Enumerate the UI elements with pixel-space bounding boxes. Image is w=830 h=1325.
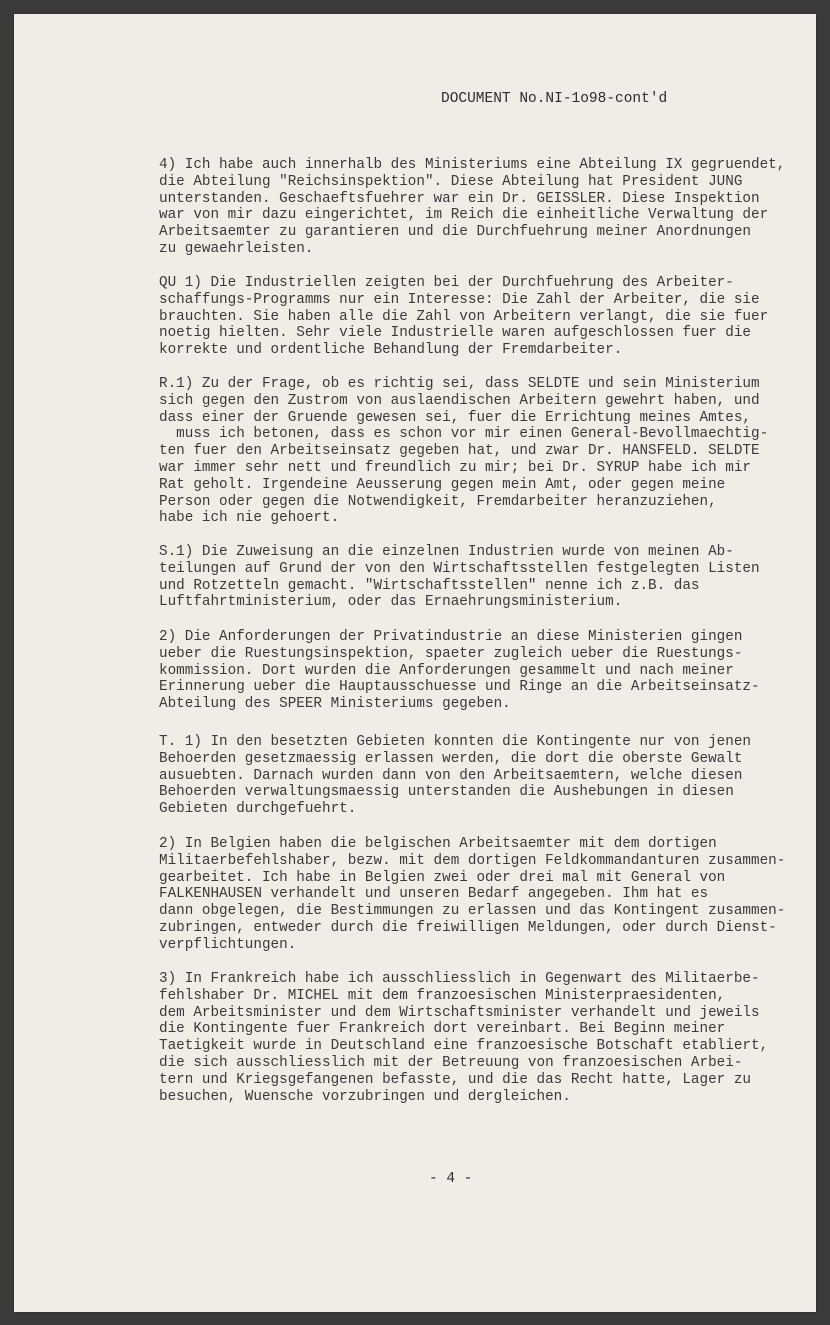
- text-line: S.1) Die Zuweisung an die einzelnen Industrien wurde von meinen Ab-: [159, 544, 734, 560]
- text-line: Luftfahrtministerium, oder das Ernaehrungsministerium.: [159, 594, 623, 611]
- text-line: fehlshaber Dr. MICHEL mit dem franzoesischen Ministerpraesidenten,: [159, 987, 726, 1004]
- paragraph-4: [159, 157, 786, 258]
- text-line: Militaerbefehlshaber, bezw. mit dem dortigen Feldkommandanturen zusammen-: [159, 852, 786, 869]
- text-line: noetig hielten. Sehr viele Industrielle waren aufgeschlossen fuer die: [159, 325, 751, 342]
- text-line: 2) Die Anforderungen der Privatindustrie an diese Ministerien gingen: [159, 629, 743, 645]
- text-line: sich gegen den Zustrom von auslaendischen Arbeitern gewehrt haben, und: [159, 392, 760, 409]
- text-line: dann obgelegen, die Bestimmungen zu erlassen und das Kontingent zusammen-: [159, 903, 786, 920]
- text-line: war von mir dazu eingerichtet, im Reich die einheitliche Verwaltung der: [159, 207, 769, 224]
- paragraph-t3: [159, 971, 774, 1105]
- paragraph-s1: [159, 544, 774, 611]
- paragraph-t1: [159, 734, 774, 818]
- text-line: Abteilung des SPEER Ministeriums gegeben.: [159, 696, 511, 713]
- text-line: Person oder gegen die Notwendigkeit, Fremdarbeiter heranzuziehen,: [159, 493, 717, 510]
- text-line: Erinnerung ueber die Hauptausschuesse und Ringe an die Arbeitseinsatz-: [159, 679, 760, 696]
- text-line: dem Arbeitsminister und dem Wirtschaftsminister verhandelt und jeweils: [159, 1004, 760, 1021]
- text-line: die sich ausschliesslich mit der Betreuung von franzoesischen Arbei-: [159, 1054, 743, 1071]
- text-line: Gebieten durchgefuehrt.: [159, 801, 357, 818]
- page-number: - 4 -: [429, 1171, 473, 1187]
- text-line: dass einer der Gruende gewesen sei, fuer die Errichtung meines Amtes,: [159, 409, 751, 426]
- text-line: QU 1) Die Industriellen zeigten bei der Durchfuehrung des Arbeiter-: [159, 275, 734, 291]
- paragraph-r1: [159, 376, 774, 527]
- text-line: 2) In Belgien haben die belgischen Arbeitsaemter mit dem dortigen: [159, 836, 717, 852]
- paragraph-s2: [159, 629, 774, 713]
- text-line: habe ich nie gehoert.: [159, 510, 340, 527]
- text-line: Taetigkeit wurde in Deutschland eine franzoesische Botschaft etabliert,: [159, 1038, 769, 1055]
- text-line: 4) Ich habe auch innerhalb des Ministeriums eine Abteilung IX gegruendet,: [159, 157, 786, 173]
- text-line: FALKENHAUSEN verhandelt und unseren Bedarf angegeben. Ihm hat es: [159, 886, 709, 903]
- text-line: unterstanden. Geschaeftsfuehrer war ein Dr. GEISSLER. Diese Inspektion: [159, 190, 760, 207]
- paragraph-qu1: [159, 275, 774, 359]
- text-line: muss ich betonen, dass es schon vor mir einen General-Bevollmaechtig-: [159, 426, 769, 443]
- text-line: schaffungs-Programms nur ein Interesse: Die Zahl der Arbeiter, die sie: [159, 291, 760, 308]
- text-line: die Abteilung "Reichsinspektion". Diese Abteilung hat President JUNG: [159, 173, 743, 190]
- text-line: gearbeitet. Ich habe in Belgien zwei oder drei mal mit General von: [159, 869, 726, 886]
- text-line: zu gewaehrleisten.: [159, 240, 314, 257]
- text-line: Behoerden gesetzmaessig erlassen werden, die dort die oberste Gewalt: [159, 750, 743, 767]
- text-line: und Rotzetteln gemacht. "Wirtschaftsstellen" nenne ich z.B. das: [159, 577, 700, 594]
- document-page: [14, 14, 816, 1312]
- text-line: 3) In Frankreich habe ich ausschliesslich in Gegenwart des Militaerbe-: [159, 971, 760, 987]
- text-line: Behoerden verwaltungsmaessig unterstanden die Aushebungen in diesen: [159, 784, 734, 801]
- text-line: R.1) Zu der Frage, ob es richtig sei, dass SELDTE und sein Ministerium: [159, 376, 760, 392]
- text-line: besuchen, Wuensche vorzubringen und dergleichen.: [159, 1088, 571, 1105]
- text-line: T. 1) In den besetzten Gebieten konnten die Kontingente nur von jenen: [159, 734, 751, 750]
- paragraph-t2: [159, 836, 786, 954]
- text-line: korrekte und ordentliche Behandlung der Fremdarbeiter.: [159, 342, 623, 359]
- text-line: verpflichtungen.: [159, 936, 297, 953]
- text-line: war immer sehr nett und freundlich zu mir; bei Dr. SYRUP habe ich mir: [159, 459, 751, 476]
- text-line: zubringen, entweder durch die freiwilligen Meldungen, oder durch Dienst-: [159, 919, 777, 936]
- text-line: teilungen auf Grund der von den Wirtschaftsstellen festgelegten Listen: [159, 560, 760, 577]
- text-line: Arbeitsaemter zu garantieren und die Durchfuehrung meiner Anordnungen: [159, 224, 751, 241]
- text-line: ausuebten. Darnach wurden dann von den Arbeitsaemtern, welche diesen: [159, 767, 743, 784]
- text-line: die Kontingente fuer Frankreich dort vereinbart. Bei Beginn meiner: [159, 1021, 726, 1038]
- text-line: tern und Kriegsgefangenen befasste, und die das Recht hatte, Lager zu: [159, 1071, 751, 1088]
- text-line: Rat geholt. Irgendeine Aeusserung gegen mein Amt, oder gegen meine: [159, 476, 726, 493]
- text-line: kommission. Dort wurden die Anforderungen gesammelt und nach meiner: [159, 662, 734, 679]
- text-line: ten fuer den Arbeitseinsatz gegeben hat, und zwar Dr. HANSFELD. SELDTE: [159, 443, 760, 460]
- document-id: DOCUMENT No.NI-1o98-cont'd: [441, 91, 668, 107]
- text-line: ueber die Ruestungsinspektion, spaeter zugleich ueber die Ruestungs-: [159, 645, 743, 662]
- text-line: brauchten. Sie haben alle die Zahl von Arbeitern verlangt, die sie fuer: [159, 308, 769, 325]
